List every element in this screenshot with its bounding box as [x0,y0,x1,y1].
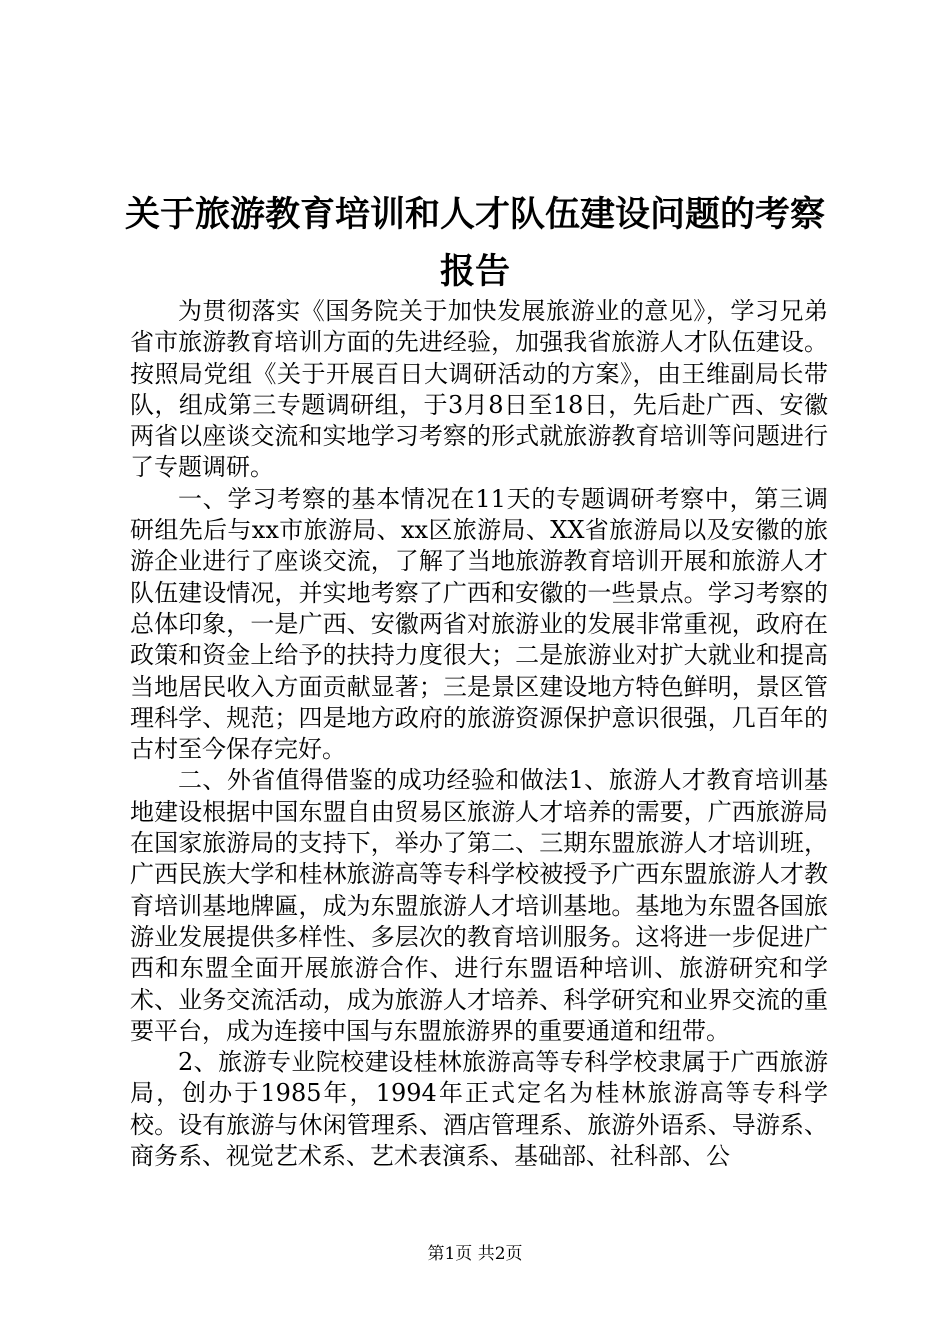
paragraph-section-2: 二、外省值得借鉴的成功经验和做法1、旅游人才教育培训基地建设根据中国东盟自由贸易区旅游人才培养的需要，广西旅游局在国家旅游局的支持下，举办了第二、三期东盟旅游人才培训班，广西民族大学和桂林旅游高等专科学校被授予广西东盟旅游人才教育培训基地牌匾，成为东盟旅游人才培训基地。基地为东盟各国旅游业发展提供多样性、多层次的教育培训服务。这将进一步促进广西和东盟全面开展旅游合作、进行东盟语种培训、旅游研究和学术、业务交流活动，成为旅游人才培养、科学研究和业界交流的重要平台，成为连接中国与东盟旅游界的重要通道和纽带。 [130,766,828,1045]
document-title: 关于旅游教育培训和人才队伍建设问题的考察报告 [124,194,825,292]
paragraph-intro: 为贯彻落实《国务院关于加快发展旅游业的意见》，学习兄弟省市旅游教育培训方面的先进经验，加强我省旅游人才队伍建设。按照局党组《关于开展百日大调研活动的方案》，由王维副局长带队，组成第三专题调研组，于3月8日至18日，先后赴广西、安徽两省以座谈交流和实地学习考察的形式就旅游教育培训等问题进行了专题调研。 [130,297,828,482]
document-body [130,296,828,1172]
page-number-footer: 第1页 共2页 [427,1244,523,1264]
paragraph-section-2-item-2: 2、旅游专业院校建设桂林旅游高等专科学校隶属于广西旅游局，创办于1985年，1994年正式定名为桂林旅游高等专科学校。设有旅游与休闲管理系、酒店管理系、旅游外语系、导游系、商务系、视觉艺术系、艺术表演系、基础部、社科部、公 [130,1048,828,1171]
paragraph-section-1: 一、学习考察的基本情况在11天的专题调研考察中，第三调研组先后与xx市旅游局、xx区旅游局、XX省旅游局以及安徽的旅游企业进行了座谈交流，了解了当地旅游教育培训开展和旅游人才队伍建设情况，并实地考察了广西和安徽的一些景点。学习考察的总体印象，一是广西、安徽两省对旅游业的发展非常重视，政府在政策和资金上给予的扶持力度很大；二是旅游业对扩大就业和提高当地居民收入方面贡献显著；三是景区建设地方特色鲜明，景区管理科学、规范；四是地方政府的旅游资源保护意识很强，几百年的古村至今保存完好。 [130,484,828,764]
